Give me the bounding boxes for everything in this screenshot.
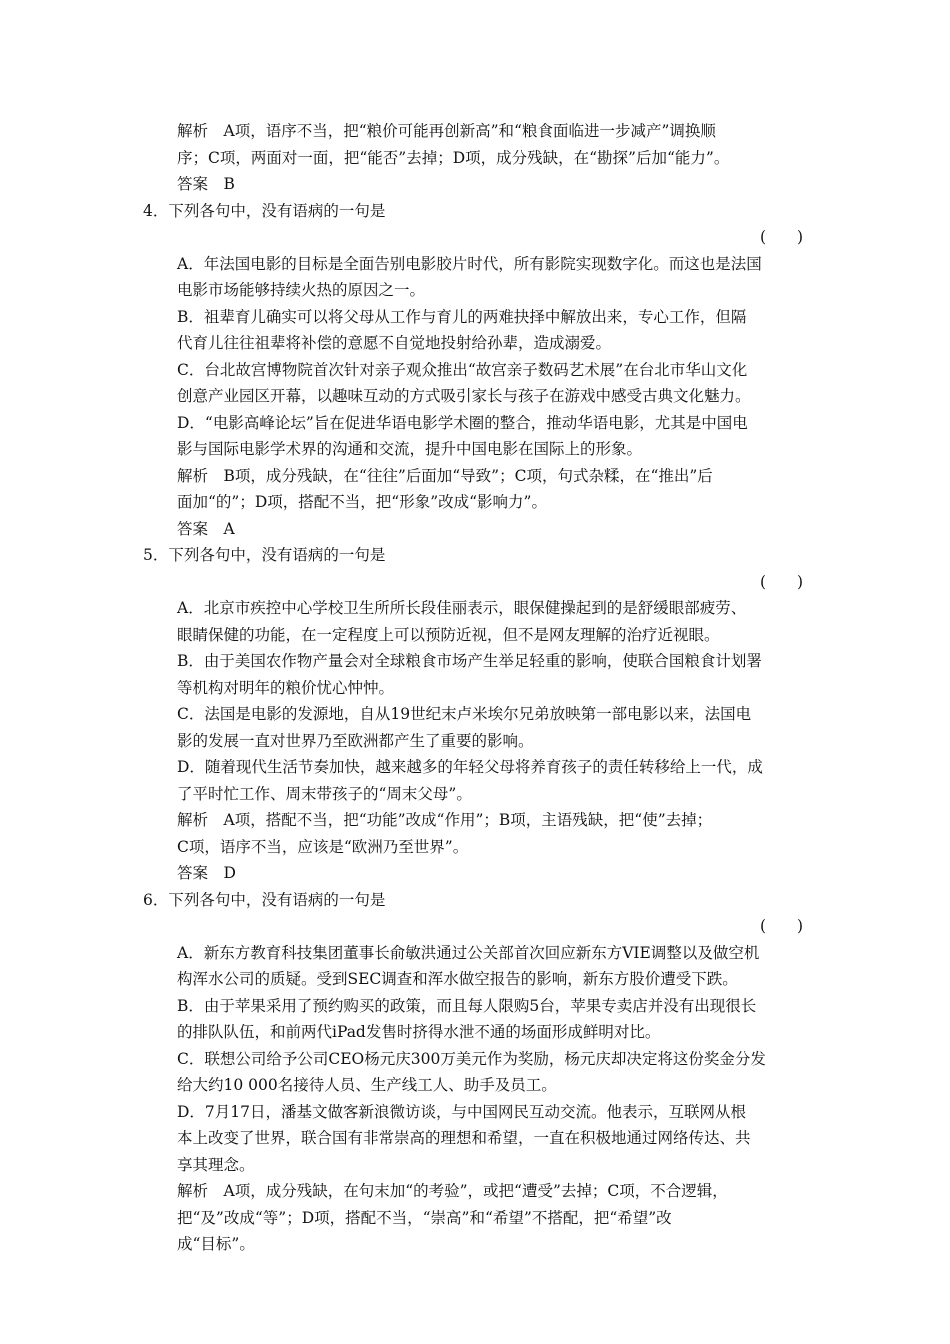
option-line: 本上改变了世界，联合国有非常崇高的理想和希望，一直在积极地通过网络传达、共 (177, 1129, 751, 1147)
option-line: 影的发展一直对世界乃至欧洲都产生了重要的影响。 (177, 731, 534, 750)
option-line: 影与国际电影学术界的沟通和交流，提升中国电影在国际上的形象。 (177, 440, 643, 458)
option-line: C．联想公司给予公司CEO杨元庆300万美元作为奖励，杨元庆却决定将这份奖金分发 (177, 1049, 766, 1068)
option-line: A．年法国电影的目标是全面告别电影胶片时代，所有影院实现数字化。而这也是法国 (177, 254, 762, 273)
question-stem: 4．下列各句中，没有语病的一句是 (143, 201, 386, 220)
option-line: 创意产业园区开幕，以趣味互动的方式吸引家长与孩子在游戏中感受古典文化魅力。 (177, 387, 751, 405)
analysis-line: 解析 A项，语序不当，把“粮价可能再创新高”和“粮食面临进一步减产”调换顺 (177, 122, 716, 140)
answer-blank: ( ) (760, 572, 804, 591)
option-line: 了平时忙工作、周末带孩子的“周末父母”。 (177, 784, 472, 803)
answer-blank: ( ) (760, 917, 804, 935)
answer-line: 答案 A (177, 519, 235, 538)
option-line: B．由于苹果采用了预约购买的政策，而且每人限购5台，苹果专卖店并没有出现很长 (177, 996, 757, 1015)
analysis-line: C项，语序不当，应该是“欧洲乃至世界”。 (177, 837, 469, 856)
option-line: 电影市场能够持续火热的原因之一。 (177, 281, 426, 299)
option-line: 给大约10 000名接待人员、生产线工人、助手及员工。 (177, 1076, 557, 1094)
option-line: 构浑水公司的质疑。受到SEC调查和浑水做空报告的影响，新东方股价遭受下跌。 (177, 970, 738, 988)
analysis-line: 解析 A项，成分残缺，在句末加“的考验”，或把“遭受”去掉；C项，不合逻辑， (177, 1182, 728, 1200)
analysis-line: 解析 A项，搭配不当，把“功能”改成“作用”；B项，主语残缺，把“使”去掉； (177, 811, 713, 829)
option-line: A．新东方教育科技集团董事长俞敏洪通过公关部首次回应新东方VIE调整以及做空机 (177, 943, 760, 962)
option-line: 代育儿往往祖辈将补偿的意愿不自觉地投射给孙辈，造成溺爱。 (177, 334, 612, 352)
question-stem: 6．下列各句中，没有语病的一句是 (143, 890, 386, 909)
option-line: D．7月17日，潘基文做客新浪微访谈，与中国网民互动交流。他表示，互联网从根 (177, 1102, 747, 1121)
answer-line: 答案 B (177, 175, 235, 193)
option-line: 眼睛保健的功能，在一定程度上可以预防近视，但不是网友理解的治疗近视眼。 (177, 625, 720, 644)
option-line: D．随着现代生活节奏加快，越来越多的年轻父母将养育孩子的责任转移给上一代，成 (177, 758, 763, 776)
option-line: 的排队队伍，和前两代iPad发售时挤得水泄不通的场面形成鲜明对比。 (177, 1023, 661, 1041)
question-stem: 5．下列各句中，没有语病的一句是 (143, 546, 386, 564)
answer-blank: ( ) (760, 228, 804, 246)
analysis-line: 序；C项，两面对一面，把“能否”去掉；D项，成分残缺，在“勘探”后加“能力”。 (177, 148, 730, 167)
option-line: D．“电影高峰论坛”旨在促进华语电影学术圈的整合，推动华语电影，尤其是中国电 (177, 413, 748, 432)
option-line: 享其理念。 (177, 1155, 255, 1174)
option-line: B．由于美国农作物产量会对全球粮食市场产生举足轻重的影响，使联合国粮食计划署 (177, 652, 762, 670)
option-line: A．北京市疾控中心学校卫生所所长段佳丽表示，眼保健操起到的是舒缓眼部疲劳、 (177, 599, 747, 617)
analysis-line: 成“目标”。 (177, 1235, 255, 1253)
answer-line: 答案 D (177, 864, 236, 882)
option-line: C．台北故宫博物院首次针对亲子观众推出“故宫亲子数码艺术展”在台北市华山文化 (177, 360, 748, 379)
analysis-line: 面加“的”；D项，搭配不当，把“形象”改成“影响力”。 (177, 493, 547, 511)
analysis-line: 把“及”改成“等”；D项，搭配不当，“崇高”和“希望”不搭配，把“希望”改 (177, 1208, 672, 1227)
option-line: B．祖辈育儿确实可以将父母从工作与育儿的两难抉择中解放出来，专心工作，但隔 (177, 307, 747, 326)
option-line: 等机构对明年的粮价忧心忡忡。 (177, 678, 395, 697)
option-line: C．法国是电影的发源地，自从19世纪末卢米埃尔兄弟放映第一部电影以来，法国电 (177, 705, 752, 723)
analysis-line: 解析 B项，成分残缺，在“往往”后面加“导致”；C项，句式杂糅，在“推出”后 (177, 466, 713, 485)
